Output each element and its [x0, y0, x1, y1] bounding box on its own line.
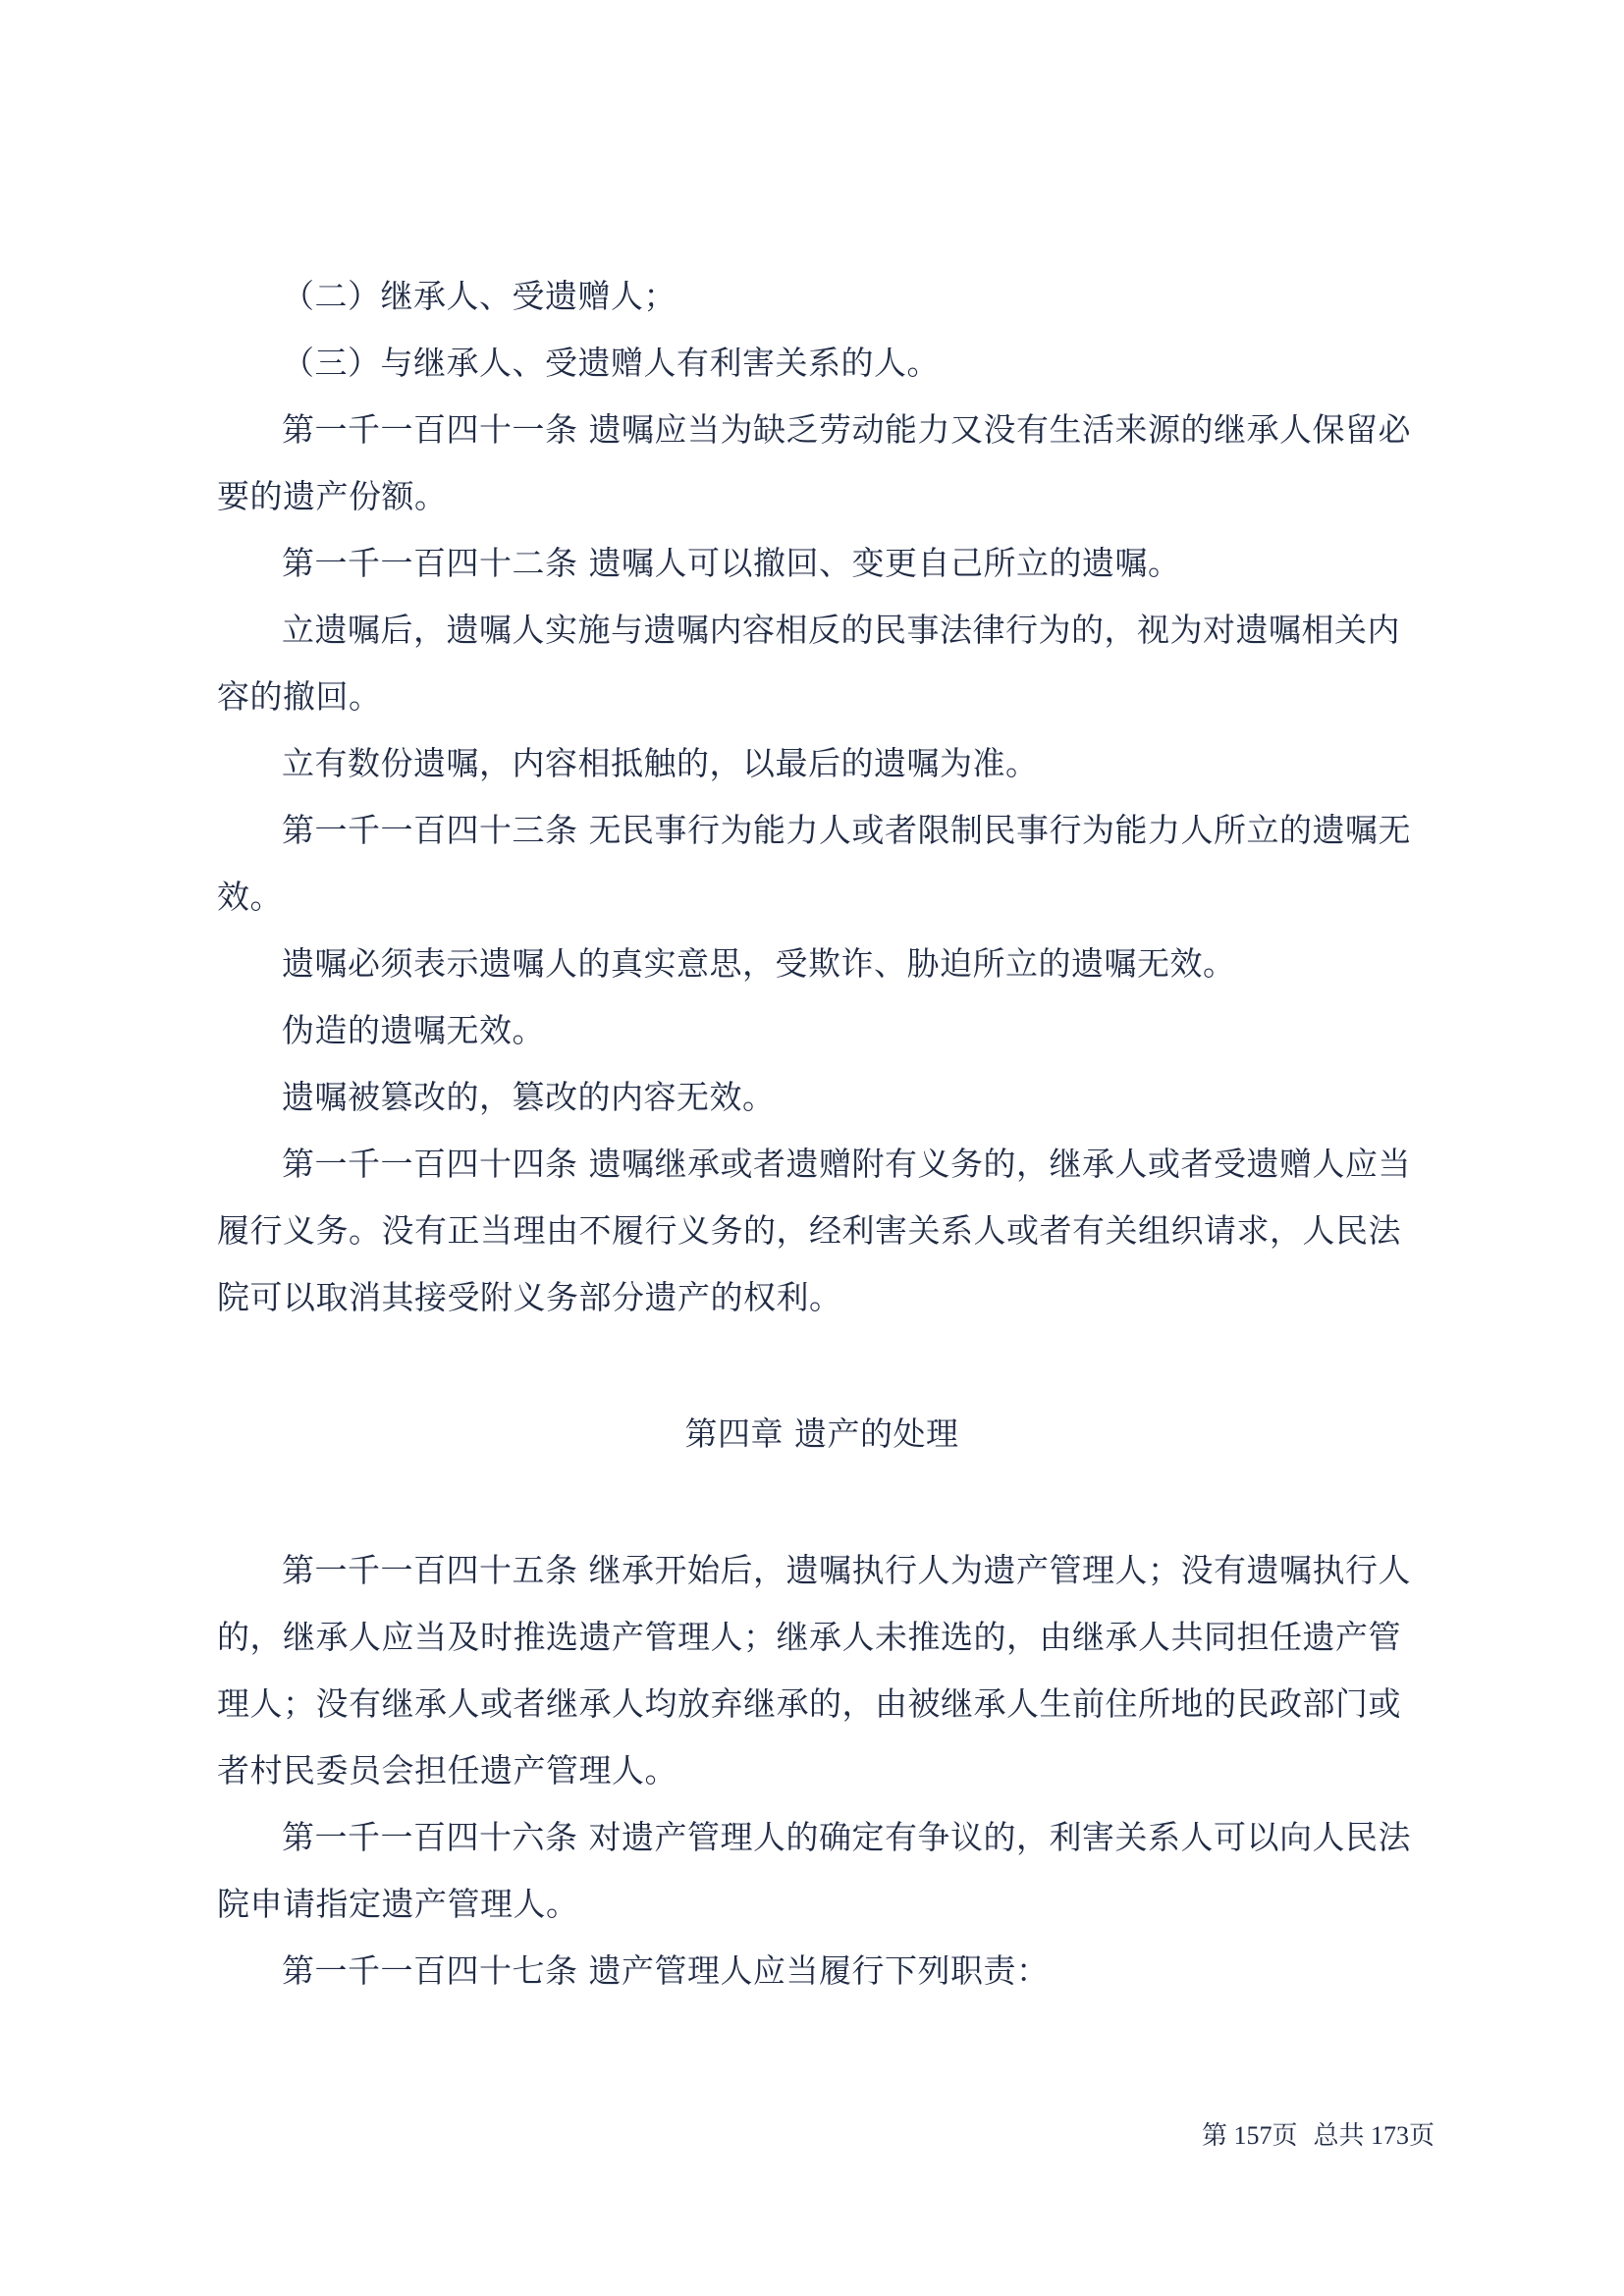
- paragraph: 遗嘱必须表示遗嘱人的真实意思，受欺诈、胁迫所立的遗嘱无效。: [282, 944, 1236, 983]
- paragraph: 遗嘱被篡改的，篡改的内容无效。: [282, 1078, 776, 1116]
- paragraph: 第一千一百四十一条 遗嘱应当为缺乏劳动能力又没有生活来源的继承人保留必要的遗产份额。: [217, 410, 1411, 515]
- page-number: 第 157页: [1202, 2121, 1298, 2150]
- page-total: 总共 173页: [1313, 2121, 1435, 2150]
- paragraph: （三）与继承人、受遗赠人有利害关系的人。: [282, 344, 940, 382]
- paragraph: 立遗嘱后，遗嘱人实施与遗嘱内容相反的民事法律行为的，视为对遗嘱相关内容的撤回。: [217, 611, 1400, 716]
- page-footer: [1202, 2115, 1435, 2152]
- paragraph: 第一千一百四十三条 无民事行为能力人或者限制民事行为能力人所立的遗嘱无效。: [217, 811, 1411, 916]
- paragraph: 伪造的遗嘱无效。: [282, 1011, 545, 1049]
- paragraph: 立有数份遗嘱，内容相抵触的，以最后的遗嘱为准。: [282, 744, 1039, 782]
- document-body: [217, 263, 1427, 2004]
- paragraph: 第一千一百四十六条 对遗产管理人的确定有争议的，利害关系人可以向人民法院申请指定遗产管理人。: [217, 1818, 1411, 1923]
- chapter-title: 第四章 遗产的处理: [684, 1415, 959, 1453]
- paragraph: 第一千一百四十四条 遗嘱继承或者遗赠附有义务的，继承人或者受遗赠人应当履行义务。没有正当理由不履行义务的，经利害关系人或者有关组织请求，人民法院可以取消其接受附义务部分遗产的权利。: [217, 1145, 1411, 1316]
- paragraph: （二）继承人、受遗赠人；: [282, 277, 677, 315]
- paragraph: 第一千一百四十二条 遗嘱人可以撤回、变更自己所立的遗嘱。: [282, 544, 1181, 582]
- paragraph: 第一千一百四十五条 继承开始后，遗嘱执行人为遗产管理人；没有遗嘱执行人的，继承人应当及时推选遗产管理人；继承人未推选的，由继承人共同担任遗产管理人；没有继承人或者继承人均放弃继承的，由被继承人生前住所地的民政部门或者村民委员会担任遗产管理人。: [217, 1551, 1411, 1789]
- paragraph: 第一千一百四十七条 遗产管理人应当履行下列职责：: [282, 1951, 1050, 1990]
